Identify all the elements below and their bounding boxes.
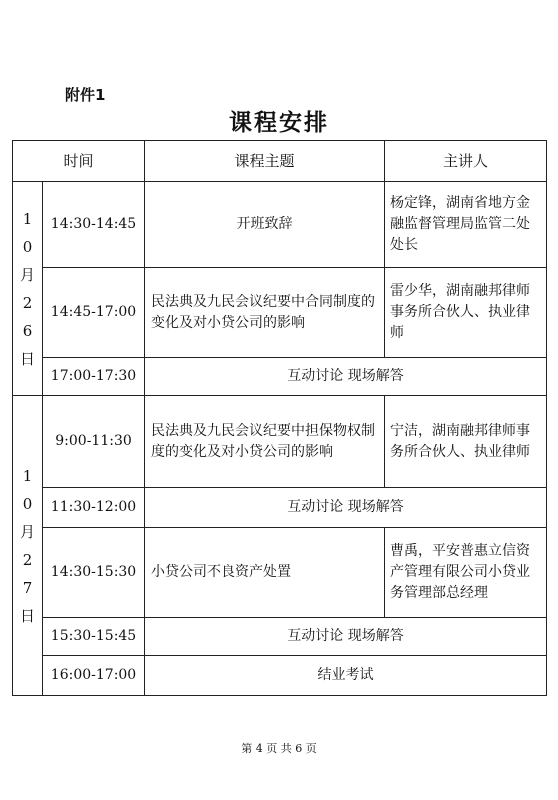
- activity-cell: 互动讨论 现场解答: [145, 488, 547, 528]
- table-row: [13, 488, 547, 528]
- table-row: [13, 396, 547, 488]
- time-cell: 15:30-15:45: [43, 618, 145, 656]
- table-header-row: [13, 141, 547, 182]
- speaker-cell: 宁洁，湖南融邦律师事务所合伙人、执业律师: [385, 396, 547, 488]
- table-row: [13, 358, 547, 396]
- time-cell: 16:00-17:00: [43, 656, 145, 696]
- table-row: [13, 268, 547, 358]
- topic-cell: 民法典及九民会议纪要中担保物权制度的变化及对小贷公司的影响: [145, 396, 385, 488]
- speaker-cell: 曹禹，平安普惠立信资产管理有限公司小贷业务管理部总经理: [385, 528, 547, 618]
- speaker-cell: 雷少华，湖南融邦律师事务所合伙人、执业律师: [385, 268, 547, 358]
- table-row: [13, 182, 547, 268]
- date-cell-oct27: [13, 396, 43, 696]
- date-label: 10月26日: [19, 209, 35, 368]
- date-label: 10月27日: [19, 466, 35, 625]
- activity-cell: 结业考试: [145, 656, 547, 696]
- time-cell: 17:00-17:30: [43, 358, 145, 396]
- course-schedule-table: [12, 140, 547, 696]
- activity-cell: 互动讨论 现场解答: [145, 358, 547, 396]
- time-cell: 14:30-14:45: [43, 182, 145, 268]
- activity-cell: 互动讨论 现场解答: [145, 618, 547, 656]
- time-cell: 14:45-17:00: [43, 268, 145, 358]
- table-row: [13, 528, 547, 618]
- page-footer: 第 4 页 共 6 页: [241, 742, 317, 755]
- speaker-cell: 杨定锋，湖南省地方金融监督管理局监管二处处长: [385, 182, 547, 268]
- table-row: [13, 618, 547, 656]
- header-time: 时间: [13, 141, 145, 182]
- table-row: [13, 656, 547, 696]
- time-cell: 14:30-15:30: [43, 528, 145, 618]
- time-cell: 11:30-12:00: [43, 488, 145, 528]
- page-title: 课程安排: [229, 110, 329, 136]
- topic-cell: 开班致辞: [145, 182, 385, 268]
- topic-cell: 小贷公司不良资产处置: [145, 528, 385, 618]
- date-cell-oct26: [13, 182, 43, 396]
- header-topic: 课程主题: [145, 141, 385, 182]
- topic-cell: 民法典及九民会议纪要中合同制度的变化及对小贷公司的影响: [145, 268, 385, 358]
- header-speaker: 主讲人: [385, 141, 547, 182]
- time-cell: 9:00-11:30: [43, 396, 145, 488]
- attachment-label: 附件1: [65, 86, 106, 104]
